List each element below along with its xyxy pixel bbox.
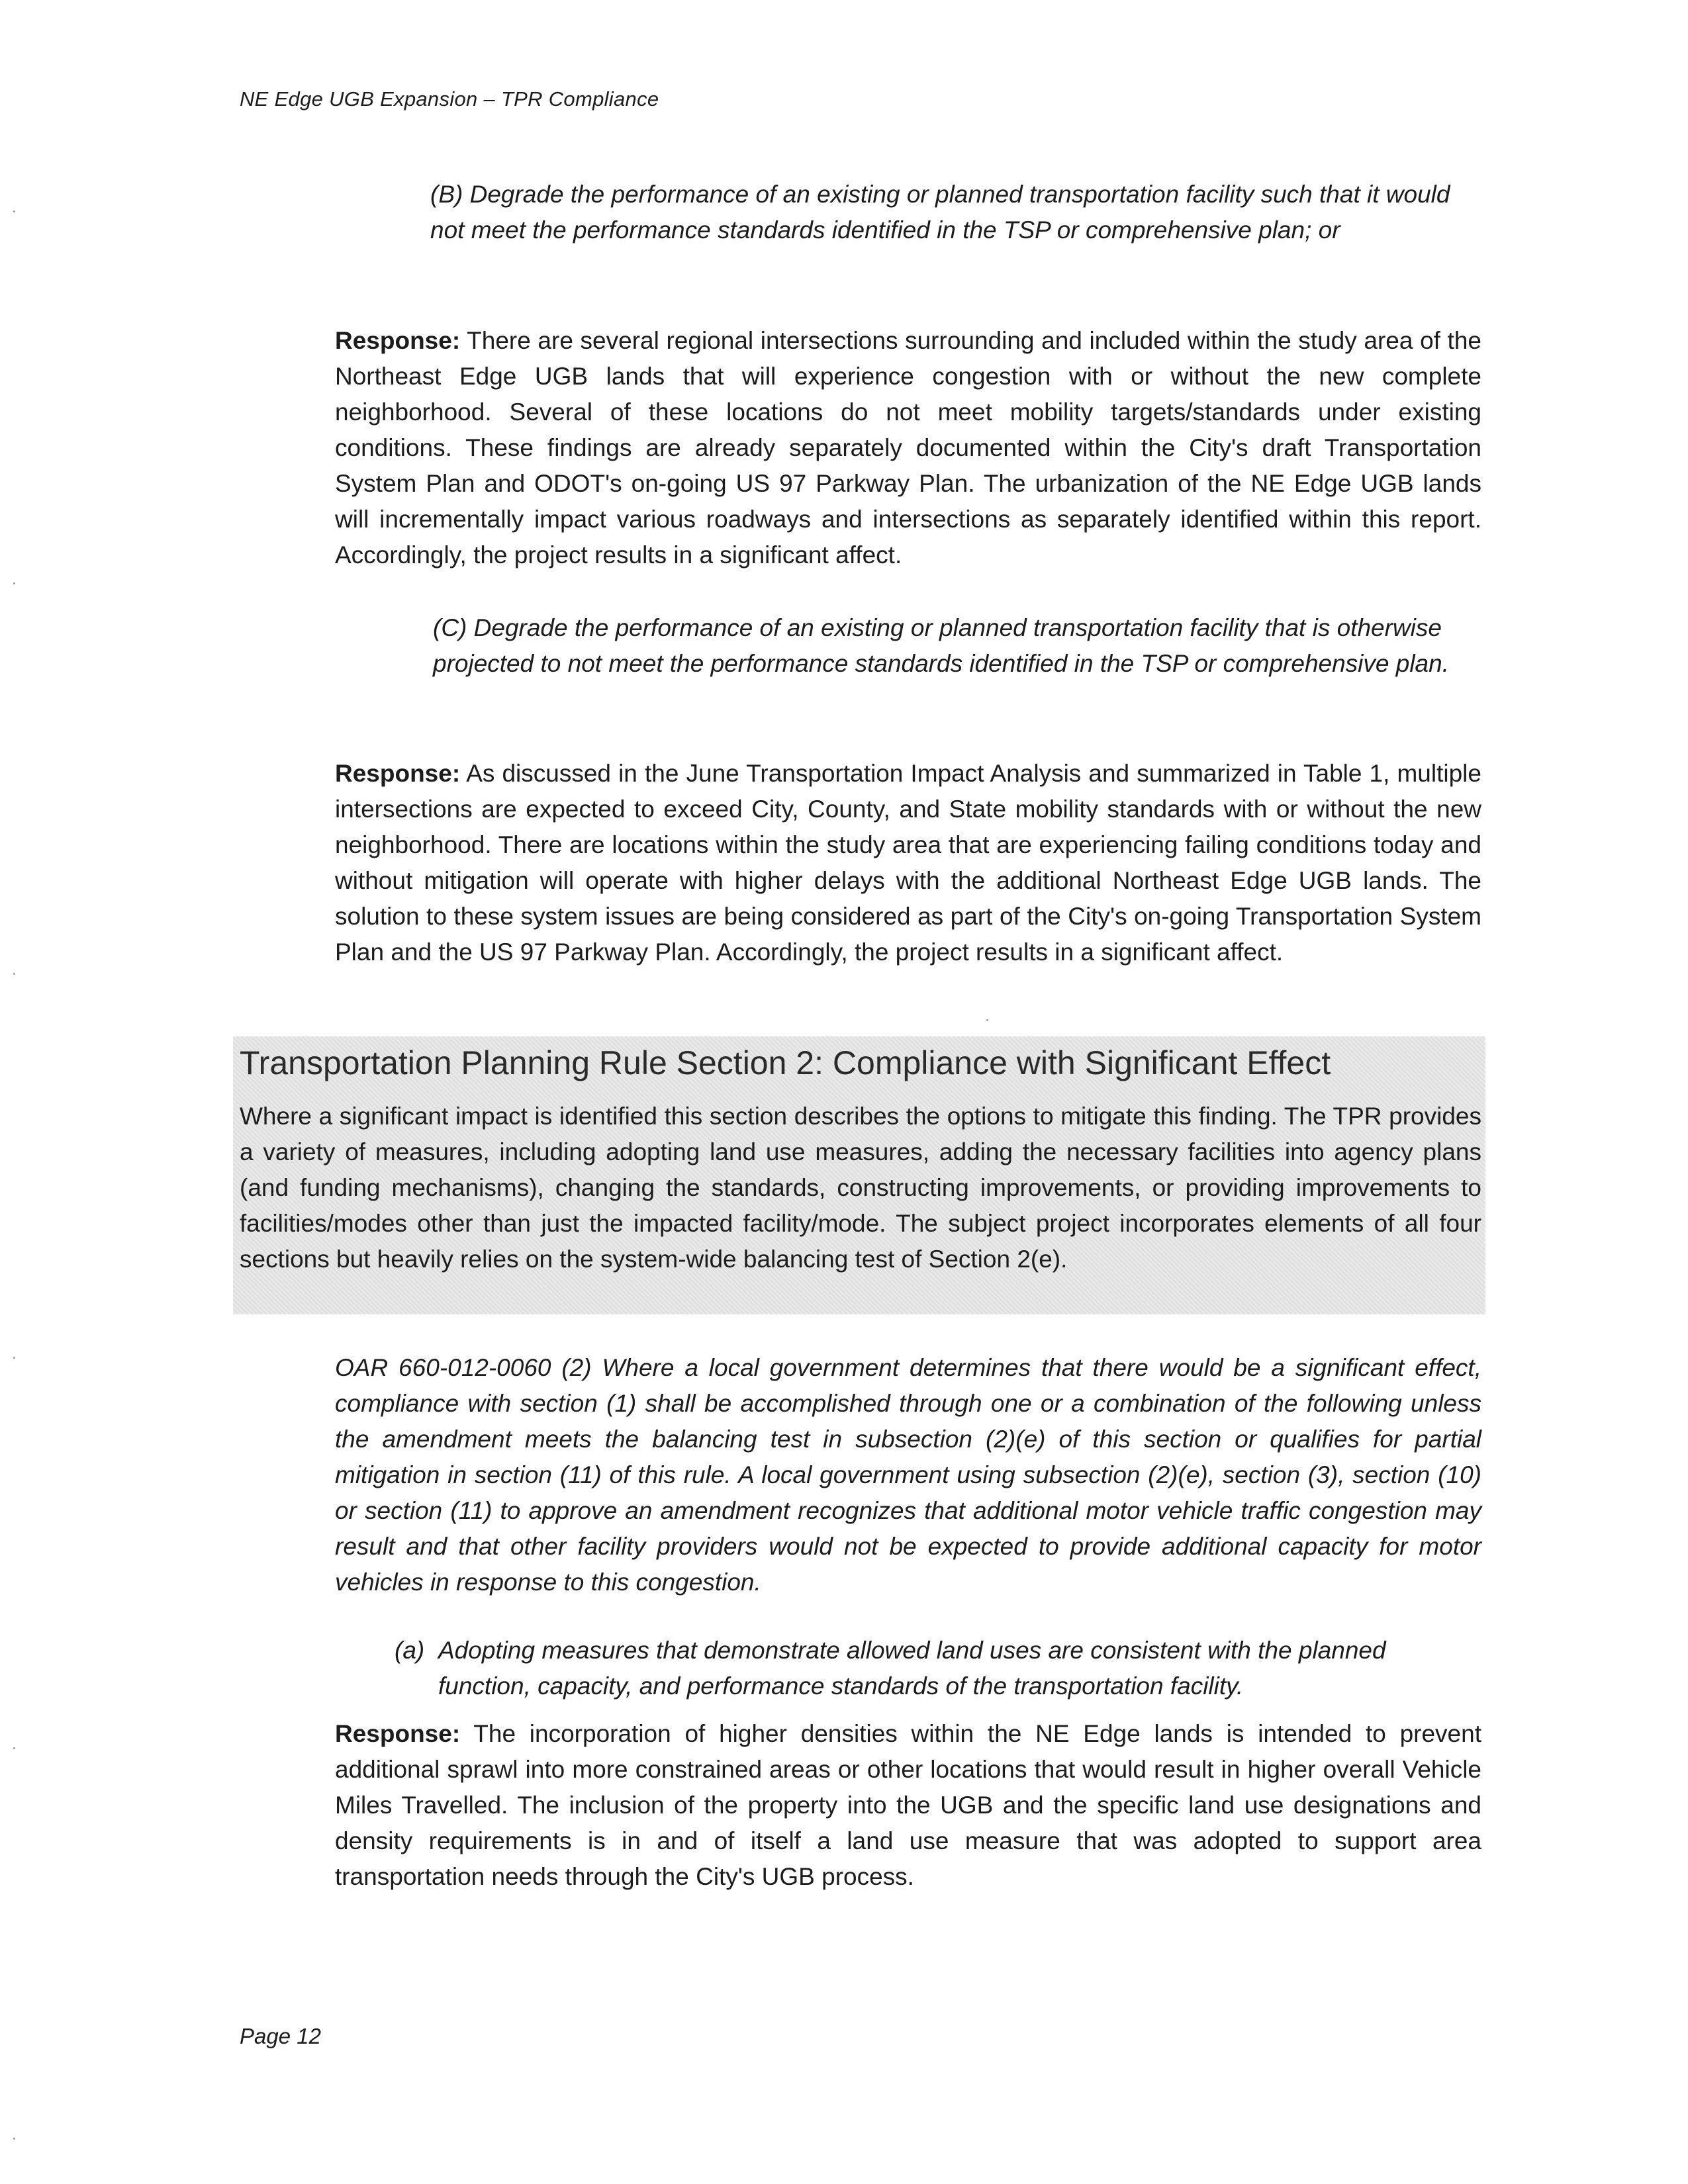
scan-speck xyxy=(13,210,15,212)
scan-speck xyxy=(13,582,15,584)
scan-speck xyxy=(13,2138,15,2140)
item-text-line-1: Adopting measures that demonstrate allowed land uses are consistent with the planned xyxy=(438,1637,1386,1664)
section-intro-paragraph: Where a significant impact is identified this section describes the options to mitigate this finding. The TPR provides a variety of measures, including adopting land use measures, adding the necessary facilities into agency plans (and funding mechanisms), changing the standards, constructing improvements, or providing improvements to facilities/modes other than just the impacted facility/mode. The subject project incorporates elements of all four sections but heavily relies on the system-wide balancing test of Section 2(e). xyxy=(240,1103,1481,1273)
quoted-criterion-c: (C) Degrade the performance of an existing or planned transportation facility that is otherwise projected to not meet the performance standards identified in the TSP or comprehensive plan. xyxy=(433,614,1449,677)
running-header: NE Edge UGB Expansion – TPR Compliance xyxy=(240,87,659,111)
response-text: The incorporation of higher densities within the NE Edge lands is intended to prevent additional sprawl into more constrained areas or other locations that would result in higher overall Vehicle Miles Travelled. The inclusion of the property into the UGB and the specific land use designations and density requirements is in and of itself a land use measure that was adopted to support area transportation needs through the City's UGB process. xyxy=(335,1720,1481,1890)
response-paragraph-b xyxy=(335,323,1481,573)
section-heading: Transportation Planning Rule Section 2: Compliance with Significant Effect xyxy=(240,1044,1331,1081)
response-paragraph-c xyxy=(335,756,1481,970)
page-number: Page 12 xyxy=(240,2024,321,2048)
scan-speck xyxy=(13,973,15,975)
scan-speck xyxy=(13,1357,15,1359)
quoted-criterion-b: (B) Degrade the performance of an existing or planned transportation facility such that it would not meet the performance standards identified in the TSP or comprehensive plan; or xyxy=(430,181,1450,244)
rule-item-a xyxy=(395,1633,1481,1704)
response-label: Response: xyxy=(335,760,461,787)
response-paragraph-a xyxy=(335,1716,1481,1895)
response-label: Response: xyxy=(335,327,461,354)
response-label: Response: xyxy=(335,1720,461,1747)
response-text: There are several regional intersections surrounding and included within the study area of the Northeast Edge UGB lands that will experience congestion with or without the new complete neighborhood. Several of these locations do not meet mobility targets/standards under existing conditions. These findings are already separately documented within the City's draft Transportation System Plan and ODOT's on-going US 97 Parkway Plan. The urbanization of the NE Edge UGB lands will incrementally impact various roadways and intersections as separately identified within this report. Accordingly, the project results in a significant affect. xyxy=(335,327,1481,569)
item-text-line-2: function, capacity, and performance standards of the transportation facility. xyxy=(438,1672,1244,1700)
scan-speck xyxy=(986,1019,988,1021)
item-marker: (a) xyxy=(395,1637,425,1664)
oar-rule-quote: OAR 660-012-0060 (2) Where a local government determines that there would be a significant effect, compliance with section (1) shall be accomplished through one or a combination of the following unless the amendment meets the balancing test in subsection (2)(e) of this section or qualifies for partial mitigation in section (11) of this rule. A local government using subsection (2)(e), section (3), section (10) or section (11) to approve an amendment recognizes that additional motor vehicle traffic congestion may result and that other facility providers would not be expected to provide additional capacity for motor vehicles in response to this congestion. xyxy=(335,1354,1481,1596)
response-text: As discussed in the June Transportation Impact Analysis and summarized in Table 1, multiple intersections are expected to exceed City, County, and State mobility standards with or without the new neighborhood. There are locations within the study area that are experiencing failing conditions today and without mitigation will operate with higher delays with the additional Northeast Edge UGB lands. The solution to these system issues are being considered as part of the City's on-going Transportation System Plan and the US 97 Parkway Plan. Accordingly, the project results in a significant affect. xyxy=(335,760,1481,966)
scan-speck xyxy=(13,1747,15,1749)
